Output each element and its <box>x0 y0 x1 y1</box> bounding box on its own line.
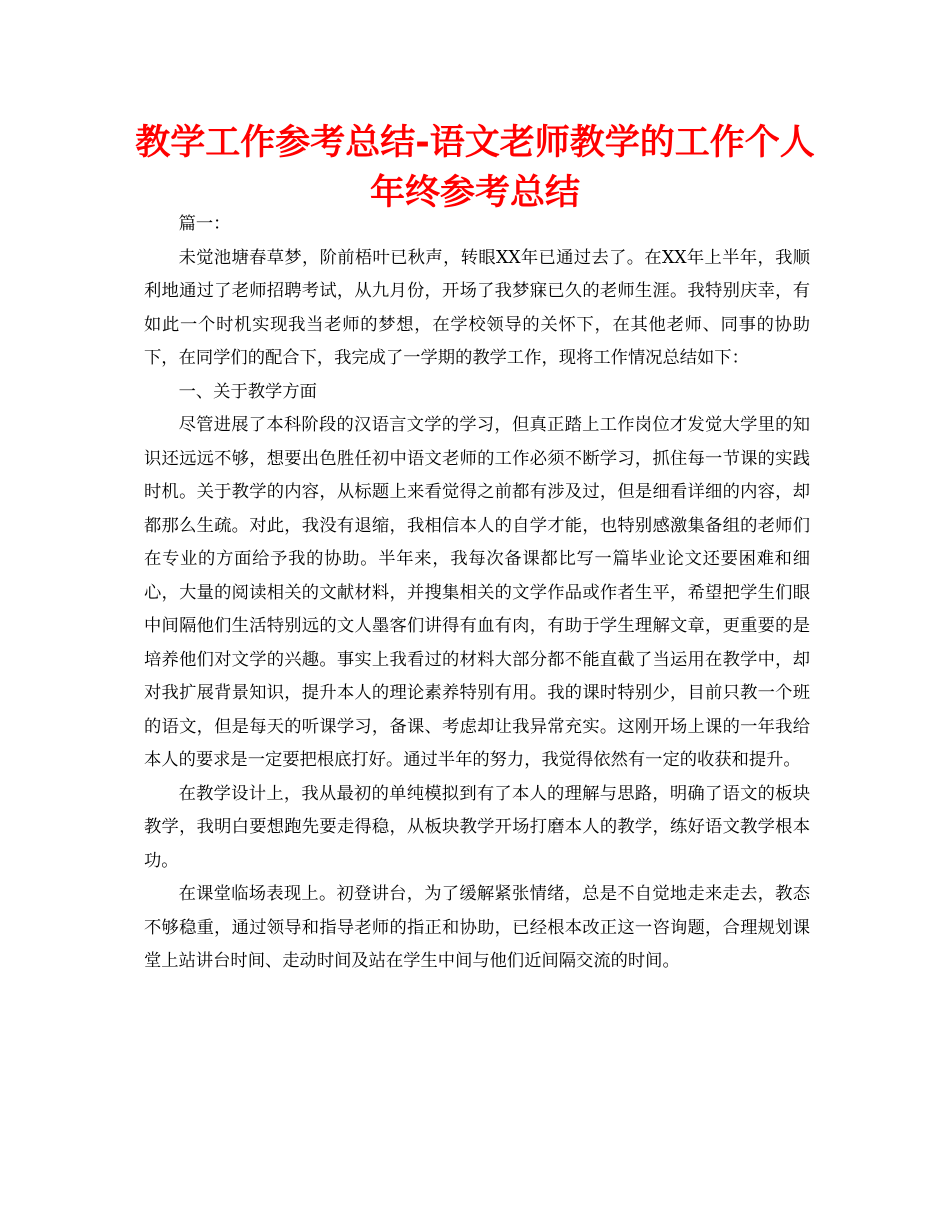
document-body <box>144 208 810 979</box>
document-title: 教学工作参考总结-语文老师教学的工作个人年终参考总结 <box>135 123 815 213</box>
paragraph-section-label: 篇一： <box>178 214 231 234</box>
paragraph-intro: 未觉池塘春草梦，阶前梧叶已秋声，转眼XX年已通过去了。在XX年上半年，我顺利地通过了老师招聘考试，从九月份，开场了我梦寐已久的老师生涯。我特别庆幸，有如此一个时机实现我当老师的梦想，在学校领导的关怀下，在其他老师、同事的协助下，在同学们的配合下，我完成了一学期的教学工作，现将工作情况总结如下： <box>144 247 810 368</box>
paragraph-classroom-performance: 在课堂临场表现上。初登讲台，为了缓解紧张情绪，总是不自觉地走来走去，教态不够稳重，通过领导和指导老师的指正和协助，已经根本改正这一咨询题，合理规划课堂上站讲台时间、走动时间及站在学生中间与他们近间隔交流的时间。 <box>144 884 810 971</box>
paragraph-teaching-design: 在教学设计上，我从最初的单纯模拟到有了本人的理解与思路，明确了语文的板块教学，我明白要想跑先要走得稳，从板块教学开场打磨本人的教学，练好语文教学根本功。 <box>144 783 810 871</box>
paragraph-heading-teaching: 一、关于教学方面 <box>178 381 317 402</box>
paragraph-teaching-content: 尽管进展了本科阶段的汉语言文学的学习，但真正踏上工作岗位才发觉大学里的知识还远远不够，想要出色胜任初中语文老师的工作必须不断学习，抓住每一节课的实践时机。关于教学的内容，从标题上来看觉得之前都有涉及过，但是细看详细的内容，却都那么生疏。对此，我没有退缩，我相信本人的自学才能，也特别感激集备组的老师们在专业的方面给予我的协助。半年来，我每次备课都比写一篇毕业论文还要困难和细心，大量的阅读相关的文献材料，并搜集相关的文学作品或作者生平，希望把学生们眼中间隔他们生活特别远的文人墨客们讲得有血有肉，有助于学生理解文章，更重要的是培养他们对文学的兴趣。事实上我看过的材料大部分都不能直截了当运用在教学中，却对我扩展背景知识，提升本人的理论素养特别有用。我的课时特别少，目前只教一个班的语文，但是每天的听课学习，备课、考虑却让我异常充实。这刚开场上课的一年我给本人的要求是一定要把根底打好。通过半年的努力，我觉得依然有一定的收获和提升。 <box>144 415 810 770</box>
